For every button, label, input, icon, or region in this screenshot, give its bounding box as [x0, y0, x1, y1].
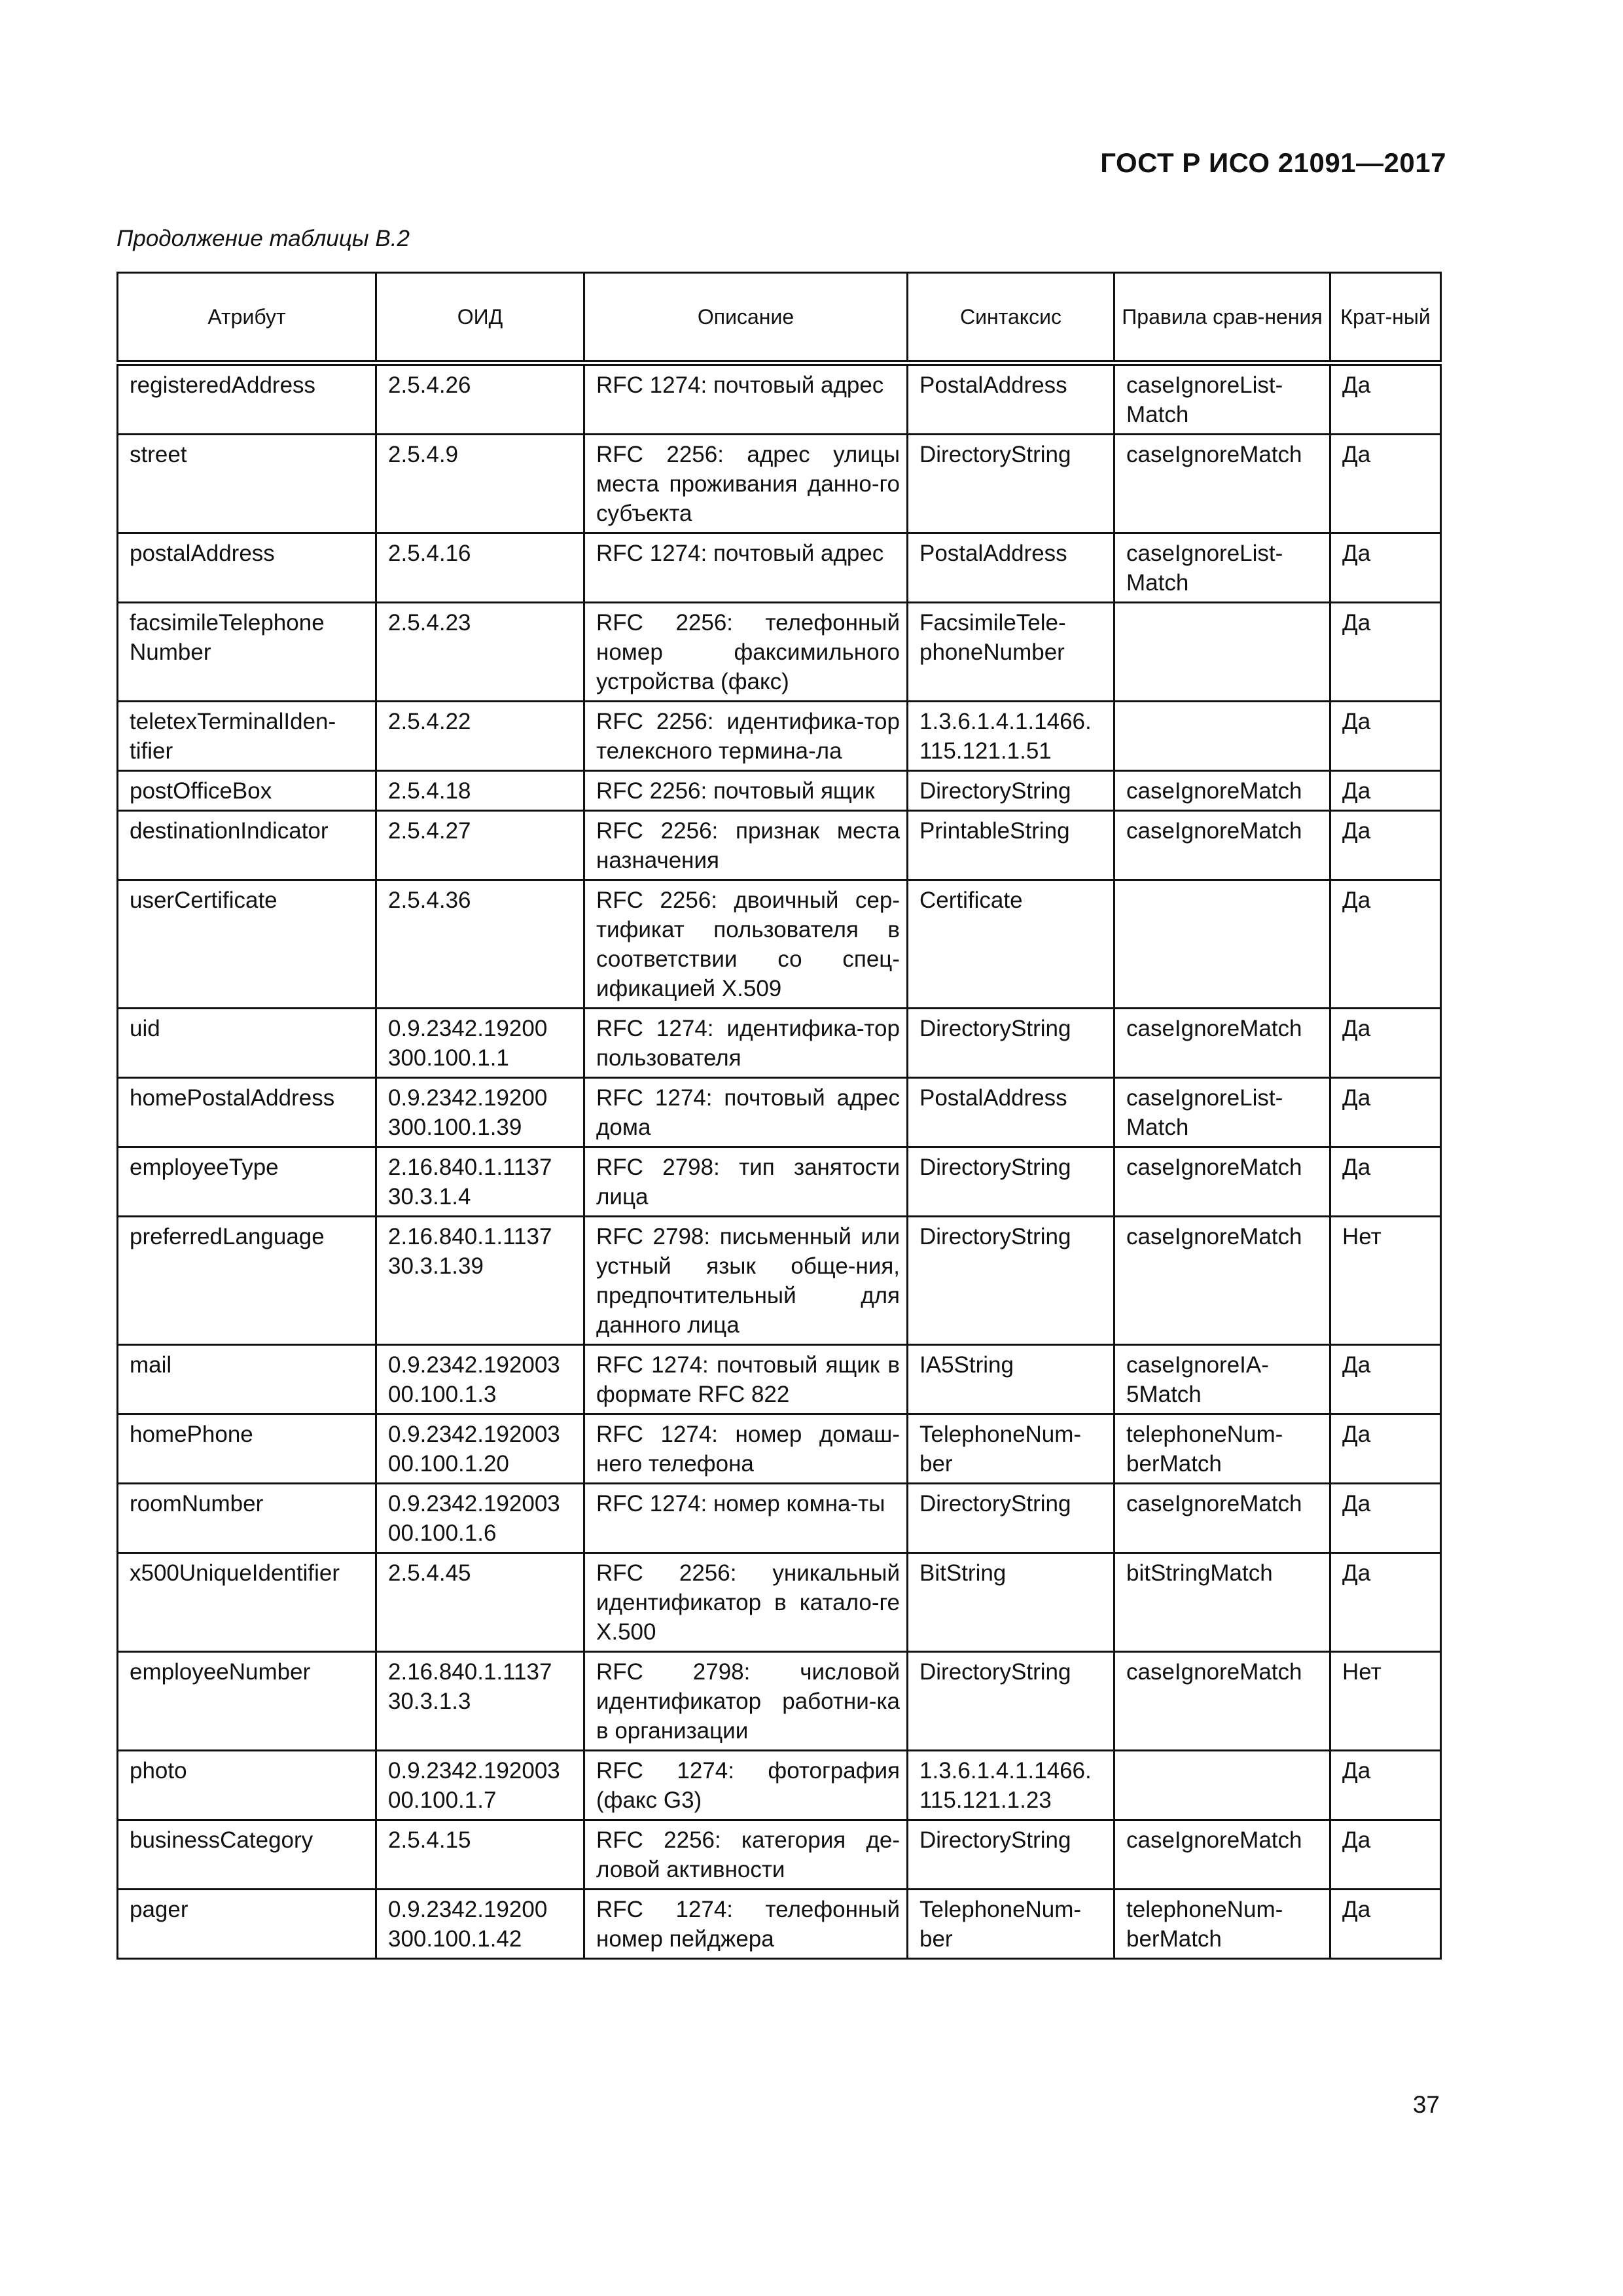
- header-syntax: Синтаксис: [908, 273, 1115, 363]
- cell-oid: 2.5.4.15: [376, 1820, 584, 1890]
- table-row: [118, 603, 1441, 702]
- cell-syntax: DirectoryString: [908, 1820, 1115, 1890]
- cell-matching-rule: caseIgnoreList-Match: [1115, 363, 1330, 435]
- cell-syntax: TelephoneNum-ber: [908, 1414, 1115, 1484]
- cell-syntax: PostalAddress: [908, 533, 1115, 603]
- table-row: [118, 702, 1441, 771]
- cell-attribute: employeeType: [118, 1147, 376, 1217]
- cell-multivalued: Да: [1330, 533, 1441, 603]
- cell-attribute: roomNumber: [118, 1484, 376, 1553]
- cell-multivalued: Да: [1330, 1890, 1441, 1959]
- cell-description: RFC 2256: признак места назначения: [584, 811, 908, 880]
- table-row: [118, 811, 1441, 880]
- cell-oid: 2.16.840.1.1137 30.3.1.4: [376, 1147, 584, 1217]
- cell-syntax: DirectoryString: [908, 1217, 1115, 1345]
- cell-multivalued: Да: [1330, 1553, 1441, 1652]
- cell-syntax: DirectoryString: [908, 1009, 1115, 1078]
- cell-syntax: IA5String: [908, 1345, 1115, 1414]
- table-row: [118, 1890, 1441, 1959]
- table-header-row: [118, 273, 1441, 363]
- cell-attribute: photo: [118, 1751, 376, 1820]
- cell-multivalued: Да: [1330, 1147, 1441, 1217]
- cell-multivalued: Да: [1330, 1820, 1441, 1890]
- cell-matching-rule: caseIgnoreMatch: [1115, 1484, 1330, 1553]
- table-caption: Продолжение таблицы В.2: [116, 226, 410, 251]
- cell-syntax: TelephoneNum-ber: [908, 1890, 1115, 1959]
- cell-matching-rule: caseIgnoreMatch: [1115, 1652, 1330, 1751]
- cell-matching-rule: caseIgnoreMatch: [1115, 771, 1330, 811]
- table-row: [118, 435, 1441, 533]
- cell-oid: 2.5.4.27: [376, 811, 584, 880]
- cell-multivalued: Да: [1330, 1484, 1441, 1553]
- page-number: 37: [1412, 2091, 1440, 2118]
- cell-oid: 2.16.840.1.1137 30.3.1.39: [376, 1217, 584, 1345]
- table-row: [118, 1345, 1441, 1414]
- cell-attribute: street: [118, 435, 376, 533]
- cell-description: RFC 2798: числовой идентификатор работни-ка в организации: [584, 1652, 908, 1751]
- table-row: [118, 1484, 1441, 1553]
- cell-multivalued: Да: [1330, 811, 1441, 880]
- cell-syntax: DirectoryString: [908, 1652, 1115, 1751]
- cell-oid: 0.9.2342.19200 300.100.1.39: [376, 1078, 584, 1147]
- cell-attribute: pager: [118, 1890, 376, 1959]
- cell-multivalued: Да: [1330, 1078, 1441, 1147]
- cell-attribute: homePostalAddress: [118, 1078, 376, 1147]
- cell-oid: 2.5.4.36: [376, 880, 584, 1009]
- cell-description: RFC 1274: фотография (факс G3): [584, 1751, 908, 1820]
- cell-matching-rule: caseIgnoreIA-5Match: [1115, 1345, 1330, 1414]
- cell-attribute: homePhone: [118, 1414, 376, 1484]
- cell-oid: 0.9.2342.19200 300.100.1.1: [376, 1009, 584, 1078]
- cell-attribute: businessCategory: [118, 1820, 376, 1890]
- cell-attribute: facsimileTelephone Number: [118, 603, 376, 702]
- cell-multivalued: Да: [1330, 1345, 1441, 1414]
- cell-oid: 0.9.2342.192003 00.100.1.6: [376, 1484, 584, 1553]
- cell-attribute: mail: [118, 1345, 376, 1414]
- cell-syntax: PrintableString: [908, 811, 1115, 880]
- table-row: [118, 533, 1441, 603]
- cell-matching-rule: caseIgnoreList-Match: [1115, 533, 1330, 603]
- cell-multivalued: Да: [1330, 435, 1441, 533]
- cell-multivalued: Да: [1330, 1009, 1441, 1078]
- cell-matching-rule: [1115, 880, 1330, 1009]
- cell-matching-rule: telephoneNum-berMatch: [1115, 1414, 1330, 1484]
- cell-description: RFC 1274: телефонный номер пейджера: [584, 1890, 908, 1959]
- cell-oid: 2.5.4.18: [376, 771, 584, 811]
- cell-matching-rule: caseIgnoreMatch: [1115, 811, 1330, 880]
- cell-multivalued: Нет: [1330, 1217, 1441, 1345]
- cell-description: RFC 1274: идентифика-тор пользователя: [584, 1009, 908, 1078]
- table-row: [118, 1147, 1441, 1217]
- cell-multivalued: Да: [1330, 1414, 1441, 1484]
- cell-description: RFC 2256: телефонный номер факсимильного устройства (факс): [584, 603, 908, 702]
- table-row: [118, 1009, 1441, 1078]
- table-row: [118, 1751, 1441, 1820]
- cell-multivalued: Нет: [1330, 1652, 1441, 1751]
- cell-description: RFC 2256: категория де-ловой активности: [584, 1820, 908, 1890]
- attributes-table: [116, 272, 1442, 1960]
- cell-multivalued: Да: [1330, 880, 1441, 1009]
- cell-multivalued: Да: [1330, 702, 1441, 771]
- cell-oid: 2.5.4.22: [376, 702, 584, 771]
- cell-matching-rule: telephoneNum-berMatch: [1115, 1890, 1330, 1959]
- cell-syntax: DirectoryString: [908, 771, 1115, 811]
- cell-description: RFC 2798: тип занятости лица: [584, 1147, 908, 1217]
- cell-oid: 0.9.2342.192003 00.100.1.7: [376, 1751, 584, 1820]
- table-row: [118, 1820, 1441, 1890]
- cell-description: RFC 2256: адрес улицы места проживания данно-го субъекта: [584, 435, 908, 533]
- cell-description: RFC 1274: номер домаш-него телефона: [584, 1414, 908, 1484]
- cell-attribute: registeredAddress: [118, 363, 376, 435]
- cell-description: RFC 2798: письменный или устный язык обще-ния, предпочтительный для данного лица: [584, 1217, 908, 1345]
- cell-oid: 0.9.2342.19200 300.100.1.42: [376, 1890, 584, 1959]
- cell-description: RFC 1274: почтовый адрес дома: [584, 1078, 908, 1147]
- cell-syntax: Certificate: [908, 880, 1115, 1009]
- cell-attribute: x500UniqueIdentifier: [118, 1553, 376, 1652]
- cell-attribute: preferredLanguage: [118, 1217, 376, 1345]
- cell-oid: 2.16.840.1.1137 30.3.1.3: [376, 1652, 584, 1751]
- cell-matching-rule: [1115, 603, 1330, 702]
- header-multivalued: Крат-ный: [1330, 273, 1441, 363]
- cell-description: RFC 1274: почтовый адрес: [584, 533, 908, 603]
- cell-attribute: postalAddress: [118, 533, 376, 603]
- table-row: [118, 1217, 1441, 1345]
- cell-multivalued: Да: [1330, 363, 1441, 435]
- cell-oid: 0.9.2342.192003 00.100.1.20: [376, 1414, 584, 1484]
- cell-oid: 2.5.4.16: [376, 533, 584, 603]
- cell-oid: 0.9.2342.192003 00.100.1.3: [376, 1345, 584, 1414]
- header-attribute: Атрибут: [118, 273, 376, 363]
- cell-syntax: PostalAddress: [908, 1078, 1115, 1147]
- table-row: [118, 771, 1441, 811]
- cell-oid: 2.5.4.45: [376, 1553, 584, 1652]
- cell-syntax: FacsimileTele-phoneNumber: [908, 603, 1115, 702]
- cell-syntax: 1.3.6.1.4.1.1466. 115.121.1.51: [908, 702, 1115, 771]
- cell-syntax: DirectoryString: [908, 1147, 1115, 1217]
- table-row: [118, 880, 1441, 1009]
- cell-description: RFC 2256: двоичный сер-тификат пользователя в соответствии со спец-ификацией X.509: [584, 880, 908, 1009]
- cell-matching-rule: caseIgnoreMatch: [1115, 1147, 1330, 1217]
- cell-multivalued: Да: [1330, 1751, 1441, 1820]
- cell-matching-rule: caseIgnoreMatch: [1115, 435, 1330, 533]
- cell-description: RFC 2256: почтовый ящик: [584, 771, 908, 811]
- cell-oid: 2.5.4.23: [376, 603, 584, 702]
- cell-description: RFC 1274: почтовый адрес: [584, 363, 908, 435]
- table-row: [118, 1553, 1441, 1652]
- cell-matching-rule: [1115, 1751, 1330, 1820]
- cell-attribute: destinationIndicator: [118, 811, 376, 880]
- cell-matching-rule: caseIgnoreList-Match: [1115, 1078, 1330, 1147]
- cell-description: RFC 2256: уникальный идентификатор в катало-ге X.500: [584, 1553, 908, 1652]
- cell-syntax: DirectoryString: [908, 1484, 1115, 1553]
- cell-matching-rule: caseIgnoreMatch: [1115, 1820, 1330, 1890]
- cell-description: RFC 1274: почтовый ящик в формате RFC 822: [584, 1345, 908, 1414]
- table-body: [118, 363, 1441, 1959]
- cell-multivalued: Да: [1330, 603, 1441, 702]
- cell-attribute: uid: [118, 1009, 376, 1078]
- cell-attribute: employeeNumber: [118, 1652, 376, 1751]
- cell-matching-rule: [1115, 702, 1330, 771]
- header-oid: ОИД: [376, 273, 584, 363]
- cell-oid: 2.5.4.9: [376, 435, 584, 533]
- cell-syntax: BitString: [908, 1553, 1115, 1652]
- header-matching-rules: Правила срав-нения: [1115, 273, 1330, 363]
- cell-matching-rule: caseIgnoreMatch: [1115, 1217, 1330, 1345]
- cell-attribute: userCertificate: [118, 880, 376, 1009]
- table-row: [118, 363, 1441, 435]
- cell-attribute: teletexTerminalIden-tifier: [118, 702, 376, 771]
- cell-attribute: postOfficeBox: [118, 771, 376, 811]
- document-standard-header: ГОСТ Р ИСО 21091—2017: [1100, 147, 1446, 178]
- table-row: [118, 1652, 1441, 1751]
- table-row: [118, 1414, 1441, 1484]
- cell-syntax: 1.3.6.1.4.1.1466. 115.121.1.23: [908, 1751, 1115, 1820]
- cell-oid: 2.5.4.26: [376, 363, 584, 435]
- cell-syntax: DirectoryString: [908, 435, 1115, 533]
- table-row: [118, 1078, 1441, 1147]
- cell-description: RFC 1274: номер комна-ты: [584, 1484, 908, 1553]
- cell-matching-rule: caseIgnoreMatch: [1115, 1009, 1330, 1078]
- cell-description: RFC 2256: идентифика-тор телексного термина-ла: [584, 702, 908, 771]
- header-description: Описание: [584, 273, 908, 363]
- cell-matching-rule: bitStringMatch: [1115, 1553, 1330, 1652]
- cell-syntax: PostalAddress: [908, 363, 1115, 435]
- cell-multivalued: Да: [1330, 771, 1441, 811]
